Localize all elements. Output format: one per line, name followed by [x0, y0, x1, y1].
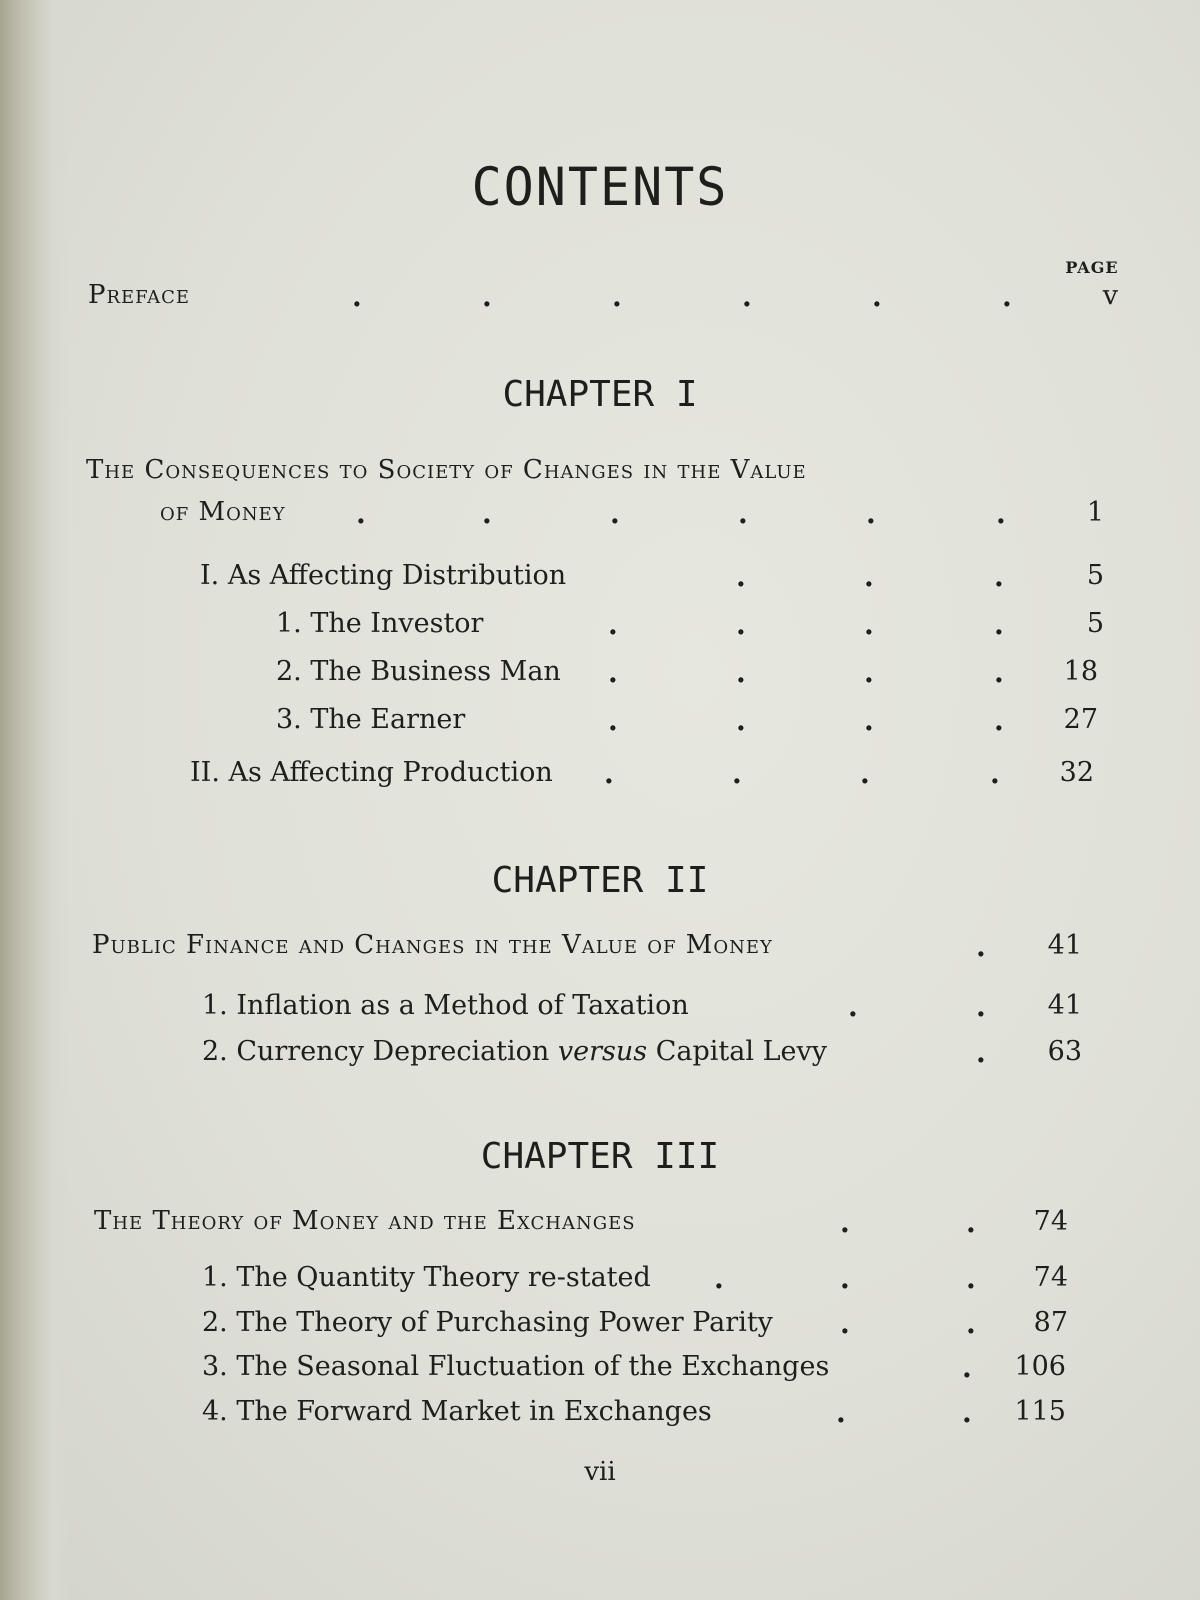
- toc-section: [0, 1351, 1200, 1391]
- leader-dot: .: [966, 1307, 976, 1340]
- toc-entry-page: 1: [1086, 497, 1104, 528]
- leader-dot: .: [966, 1206, 976, 1239]
- toc-entry-page: 5: [1086, 608, 1104, 639]
- toc-entry-page: 27: [1063, 704, 1098, 735]
- leader-dot: .: [1002, 280, 1012, 313]
- leader-dot: .: [976, 990, 986, 1023]
- leader-dot: .: [612, 280, 622, 313]
- page-column-label: PAGE: [1065, 258, 1119, 277]
- toc-entry-label: 1. The Investor: [276, 608, 484, 639]
- toc-entry-page: 115: [1014, 1396, 1066, 1427]
- leader-dot: .: [976, 930, 986, 963]
- toc-entry-label: The Consequences to Society of Changes in the Value: [86, 455, 807, 485]
- toc-entry-page: 5: [1086, 560, 1104, 591]
- leader-dot: .: [738, 497, 748, 530]
- toc-section: [0, 560, 1200, 600]
- leader-dot: .: [736, 704, 746, 737]
- toc-chapter-title-continued: [0, 497, 1200, 537]
- toc-entry-label-part: 2. Currency Depreciation: [202, 1036, 558, 1067]
- toc-entry-page: 18: [1063, 656, 1098, 687]
- leader-dot: .: [742, 280, 752, 313]
- toc-section: [0, 1036, 1200, 1076]
- leader-dot: .: [608, 608, 618, 641]
- toc-entry-page: 32: [1059, 757, 1094, 788]
- leader-dot: .: [994, 656, 1004, 689]
- toc-entry-label: 1. Inflation as a Method of Taxation: [202, 990, 689, 1021]
- toc-entry-label: 4. The Forward Market in Exchanges: [202, 1396, 712, 1427]
- leader-dot: .: [990, 757, 1000, 790]
- leader-dot: .: [610, 497, 620, 530]
- chapter-heading: CHAPTER III: [480, 1136, 720, 1177]
- toc-entry-label: II. As Affecting Production: [190, 757, 553, 788]
- leader-dot: .: [962, 1351, 972, 1384]
- leader-dot: .: [604, 757, 614, 790]
- chapter-heading: CHAPTER II: [491, 860, 709, 901]
- toc-entry-page: 106: [1014, 1351, 1066, 1382]
- toc-section: [0, 1396, 1200, 1436]
- toc-entry-label: 3. The Seasonal Fluctuation of the Exchanges: [202, 1351, 830, 1382]
- toc-entry-label: of Money: [160, 497, 286, 527]
- leader-dot: .: [840, 1307, 850, 1340]
- leader-dot: .: [996, 497, 1006, 530]
- leader-dot: .: [840, 1262, 850, 1295]
- leader-dot: .: [608, 656, 618, 689]
- toc-section: [0, 1307, 1200, 1347]
- leader-dot: .: [976, 1036, 986, 1069]
- leader-dot: .: [860, 757, 870, 790]
- leader-dot: .: [482, 280, 492, 313]
- contents-title: CONTENTS: [471, 156, 729, 218]
- toc-entry-page: 41: [1047, 990, 1082, 1021]
- toc-subsection: [0, 608, 1200, 648]
- toc-entry-page: 41: [1047, 930, 1082, 961]
- toc-entry-preface: [0, 280, 1200, 320]
- toc-subsection: [0, 704, 1200, 744]
- toc-section: [0, 1262, 1200, 1302]
- toc-entry-label: Preface: [88, 280, 191, 310]
- toc-section: [0, 757, 1200, 797]
- leader-dot: .: [966, 1262, 976, 1295]
- toc-entry-page: v: [1102, 280, 1118, 311]
- toc-section: [0, 990, 1200, 1030]
- leader-dot: .: [848, 990, 858, 1023]
- leader-dot: .: [864, 656, 874, 689]
- page-number-folio: vii: [584, 1457, 616, 1487]
- toc-entry-label: I. As Affecting Distribution: [200, 560, 567, 591]
- toc-entry-label-italic: versus: [557, 1036, 648, 1067]
- toc-chapter-title: [0, 455, 1200, 495]
- toc-entry-page: 74: [1033, 1206, 1068, 1237]
- toc-entry-page: 87: [1033, 1307, 1068, 1338]
- leader-dot: .: [962, 1396, 972, 1429]
- toc-entry-label: 2. The Theory of Purchasing Power Parity: [202, 1307, 773, 1338]
- toc-entry-label: [202, 1036, 827, 1067]
- leader-dot: .: [736, 560, 746, 593]
- toc-subsection: [0, 656, 1200, 696]
- toc-entry-page: 74: [1033, 1262, 1068, 1293]
- toc-entry-page: 63: [1047, 1036, 1082, 1067]
- leader-dot: .: [864, 704, 874, 737]
- leader-dot: .: [356, 497, 366, 530]
- toc-entry-label: 1. The Quantity Theory re-stated: [202, 1262, 651, 1293]
- toc-chapter-title: [0, 1206, 1200, 1246]
- leader-dot: .: [994, 608, 1004, 641]
- leader-dot: .: [866, 497, 876, 530]
- leader-dot: .: [736, 608, 746, 641]
- leader-dot: .: [994, 704, 1004, 737]
- toc-entry-label: Public Finance and Changes in the Value of Money: [92, 930, 773, 960]
- chapter-heading: CHAPTER I: [502, 374, 698, 415]
- leader-dot: .: [352, 280, 362, 313]
- toc-entry-label: 3. The Earner: [276, 704, 466, 735]
- toc-chapter-title: [0, 930, 1200, 970]
- toc-entry-label: The Theory of Money and the Exchanges: [94, 1206, 636, 1236]
- leader-dot: .: [732, 757, 742, 790]
- leader-dot: .: [482, 497, 492, 530]
- leader-dot: .: [864, 560, 874, 593]
- leader-dot: .: [994, 560, 1004, 593]
- leader-dot: .: [840, 1206, 850, 1239]
- leader-dot: .: [608, 704, 618, 737]
- leader-dot: .: [836, 1396, 846, 1429]
- toc-entry-label: 2. The Business Man: [276, 656, 561, 687]
- toc-entry-label-part: Capital Levy: [647, 1036, 827, 1067]
- leader-dot: .: [714, 1262, 724, 1295]
- leader-dot: .: [736, 656, 746, 689]
- leader-dot: .: [864, 608, 874, 641]
- leader-dot: .: [872, 280, 882, 313]
